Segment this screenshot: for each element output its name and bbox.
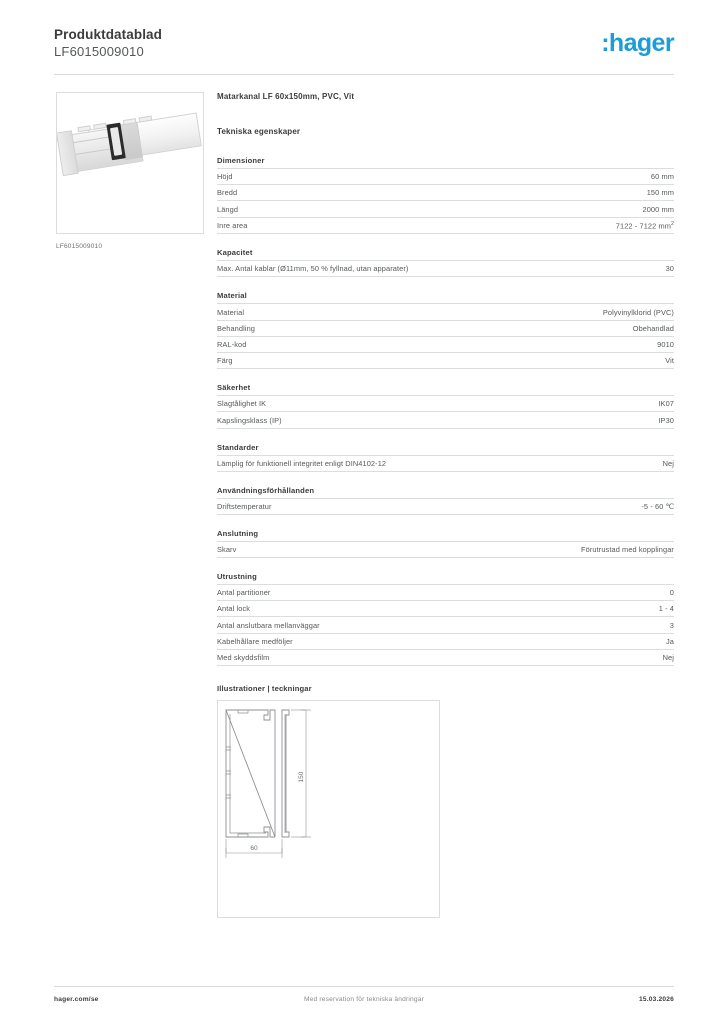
spec-label: Längd xyxy=(217,204,239,214)
illustrations-heading: Illustrationer | teckningar xyxy=(217,684,312,694)
spec-row xyxy=(217,217,674,235)
spec-value: IP30 xyxy=(658,415,674,425)
spec-value-text: 7122 - 7122 mm xyxy=(615,221,671,231)
footer-divider xyxy=(54,986,674,987)
spec-label: Inre area xyxy=(217,221,248,231)
spec-group xyxy=(217,529,674,558)
technical-properties-heading: Tekniska egenskaper xyxy=(217,127,301,136)
spec-group-title: Användningsförhållanden xyxy=(217,485,315,495)
spec-row xyxy=(217,320,674,336)
spec-row xyxy=(217,352,674,369)
spec-value: Polyvinylklorid (PVC) xyxy=(602,307,674,317)
spec-value: Obehandlad xyxy=(632,323,674,333)
spec-value: Förutrustad med kopplingar xyxy=(581,545,674,555)
spec-group xyxy=(217,156,674,234)
spec-row xyxy=(217,395,674,411)
spec-group-title: Anslutning xyxy=(217,528,259,538)
spec-label: Med skyddsfilm xyxy=(217,653,270,663)
spec-label: Max. Antal kablar (Ø11mm, 50 % fyllnad, utan apparater) xyxy=(217,264,409,274)
spec-label: Lämplig för funktionell integritet enligt DIN4102-12 xyxy=(217,458,387,468)
spec-row xyxy=(217,541,674,558)
spec-row xyxy=(217,633,674,649)
spec-row xyxy=(217,649,674,666)
spec-row xyxy=(217,498,674,515)
spec-value-superscript: 2 xyxy=(671,220,674,227)
spec-value: 3 xyxy=(669,620,674,630)
spec-group xyxy=(217,248,674,277)
spec-label: Slagtålighet IK xyxy=(217,399,267,409)
spec-value: 1 - 4 xyxy=(658,604,674,614)
spec-label: Färg xyxy=(217,356,233,366)
spec-group-title: Utrustning xyxy=(217,572,257,582)
spec-row xyxy=(217,260,674,277)
spec-label: Material xyxy=(217,307,245,317)
footer-website[interactable]: hager.com/se xyxy=(54,996,99,1003)
spec-group xyxy=(217,443,674,472)
spec-value: -5 - 60 ℃ xyxy=(641,501,674,511)
product-reference: LF6015009010 xyxy=(54,44,144,59)
cross-section-drawing xyxy=(218,701,439,917)
spec-row xyxy=(217,168,674,184)
spec-label: Behandling xyxy=(217,323,255,333)
trunking-illustration xyxy=(59,105,204,188)
spec-value xyxy=(616,221,674,230)
spec-value: 2000 mm xyxy=(642,204,674,214)
spec-label: Kabelhållare medföljer xyxy=(217,636,293,646)
spec-value: 150 mm xyxy=(646,188,674,198)
technical-drawing xyxy=(217,700,440,918)
spec-label: RAL-kod xyxy=(217,339,247,349)
spec-group xyxy=(217,572,674,666)
spec-row xyxy=(217,184,674,200)
spec-row xyxy=(217,600,674,616)
spec-group xyxy=(217,383,674,428)
spec-value: 0 xyxy=(669,588,674,598)
spec-value: IK07 xyxy=(658,399,674,409)
page-title: Produktdatablad xyxy=(54,27,163,42)
spec-group xyxy=(217,291,674,369)
spec-row xyxy=(217,584,674,600)
spec-label: Kapslingsklass (IP) xyxy=(217,415,282,425)
product-image-caption: LF6015009010 xyxy=(56,243,103,250)
spec-row xyxy=(217,200,674,216)
spec-label: Bredd xyxy=(217,188,238,198)
spec-group-title: Dimensioner xyxy=(217,156,265,165)
footer-date: 15.03.2026 xyxy=(638,996,674,1003)
spec-value: Vit xyxy=(665,356,674,366)
spec-group xyxy=(217,486,674,515)
spec-row xyxy=(217,411,674,428)
spec-row xyxy=(217,616,674,632)
spec-group-title: Material xyxy=(217,291,247,301)
spec-value: Ja xyxy=(665,636,674,646)
page-header xyxy=(54,26,674,72)
product-name: Matarkanal LF 60x150mm, PVC, Vit xyxy=(217,92,355,101)
spec-value: Nej xyxy=(662,458,674,468)
specifications-content xyxy=(217,92,674,918)
drawing-height-label: 150 xyxy=(298,771,305,783)
footer-disclaimer: Med reservation för tekniska ändringar xyxy=(303,996,425,1003)
spec-label: Antal lock xyxy=(217,604,251,614)
cable-holder-slot xyxy=(110,127,122,156)
spec-label: Skarv xyxy=(217,545,237,555)
spec-group-title: Standarder xyxy=(217,442,259,452)
hager-logo: :hager xyxy=(601,29,674,57)
spec-value: 30 xyxy=(665,264,674,274)
spec-row xyxy=(217,336,674,352)
spec-value: 60 mm xyxy=(650,172,674,182)
spec-group-title: Kapacitet xyxy=(217,248,253,258)
drawing-width-label: 60 xyxy=(250,845,258,853)
header-divider xyxy=(54,74,674,75)
product-image xyxy=(56,92,204,234)
spec-label: Driftstemperatur xyxy=(217,501,272,511)
page-footer xyxy=(54,996,674,1010)
spec-row xyxy=(217,303,674,319)
spec-group-list xyxy=(217,156,674,666)
spec-value: 9010 xyxy=(657,339,674,349)
spec-label: Antal partitioner xyxy=(217,588,271,598)
spec-label: Höjd xyxy=(217,172,233,182)
spec-value: Nej xyxy=(662,653,674,663)
spec-group-title: Säkerhet xyxy=(217,383,251,393)
spec-row xyxy=(217,455,674,472)
spec-label: Antal anslutbara mellanväggar xyxy=(217,620,320,630)
